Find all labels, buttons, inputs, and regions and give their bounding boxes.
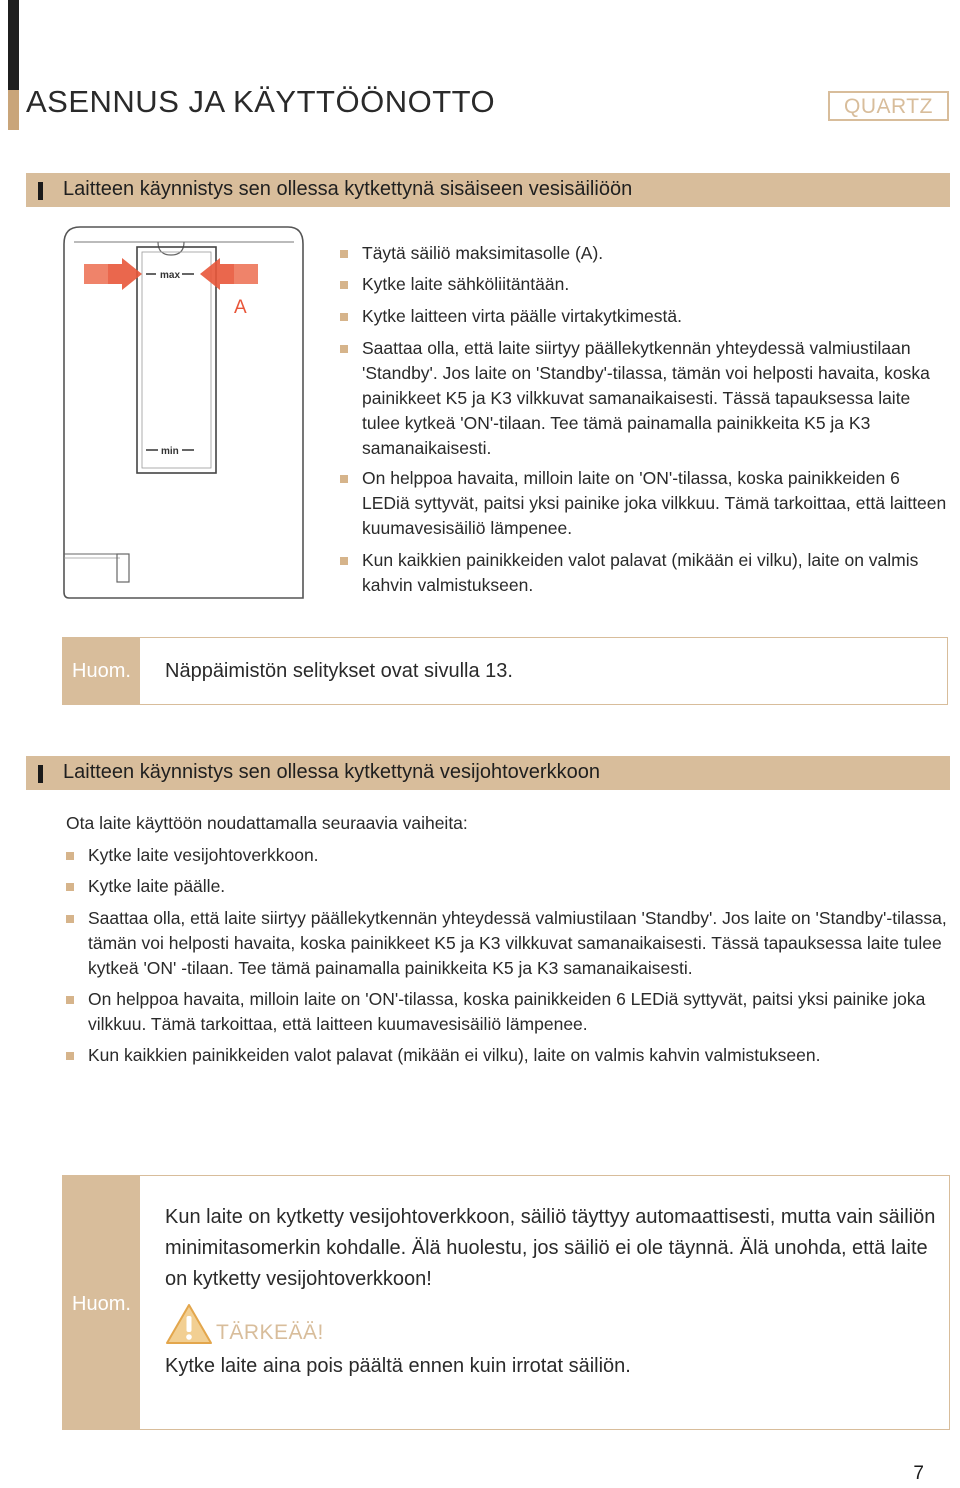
list-item: Kytke laite vesijohtoverkkoon. xyxy=(88,843,950,868)
marker-a-label: A xyxy=(234,297,247,318)
bullet-icon xyxy=(66,883,74,891)
list-item: Saattaa olla, että laite siirtyy päällekytkennän yhteydessä valmiustilaan 'Standby'. Jos laite on 'Standby'-tilassa, tämän voi helposti havaita, koska painikkeet K5 ja K3 vilkkuvat samanaikaisesti. Tässä tapauksessa laite tulee kytkeä 'ON' -tilaan. Tee tämä painamalla painikkeita K5 ja K3 samanaikaisesti. xyxy=(88,906,950,981)
list-item: Kun kaikkien painikkeiden valot palavat (mikään ei vilku), laite on valmis kahvin valmistukseen. xyxy=(362,548,952,598)
list-item: Kytke laitteen virta päälle virtakytkimestä. xyxy=(362,304,952,329)
arrow-left-icon xyxy=(84,258,142,290)
list-item: Kun kaikkien painikkeiden valot palavat (mikään ei vilku), laite on valmis kahvin valmistukseen. xyxy=(88,1043,950,1068)
list-item: On helppoa havaita, milloin laite on 'ON'-tilassa, koska painikkeiden 6 LEDiä syttyvät, paitsi yksi painike joka vilkkuu. Tämä tarkoittaa, että laitteen kuumavesisäiliö lämpenee. xyxy=(362,466,947,541)
bullet-icon xyxy=(340,313,348,321)
bullet-icon xyxy=(340,475,348,483)
heading-marker xyxy=(38,182,43,200)
bullet-icon xyxy=(340,281,348,289)
note-box xyxy=(62,637,948,705)
note-label: Huom. xyxy=(72,1293,131,1315)
section-heading-water-main xyxy=(26,756,950,790)
warning-icon xyxy=(165,1302,213,1346)
bullet-icon xyxy=(340,250,348,258)
warning-text: Kytke laite aina pois päältä ennen kuin irrotat säiliön. xyxy=(165,1355,631,1377)
note-label: Huom. xyxy=(72,660,131,682)
list-item: Täytä säiliö maksimitasolle (A). xyxy=(362,241,952,266)
bullet-icon xyxy=(340,345,348,353)
bullet-icon xyxy=(66,915,74,923)
max-label: max xyxy=(160,270,181,281)
bullet-icon xyxy=(66,1052,74,1060)
header-bar-dark xyxy=(8,0,19,90)
list-item: On helppoa havaita, milloin laite on 'ON'-tilassa, koska painikkeiden 6 LEDiä syttyvät, paitsi yksi painike joka vilkkuu. Tämä tarkoittaa, että laitteen kuumavesisäiliö lämpenee. xyxy=(88,987,950,1037)
note-text: Kun laite on kytketty vesijohtoverkkoon, säiliö täyttyy automaattisesti, mutta vain säiliön minimitasomerkin kohdalle. Älä huolestu, jos säiliö ei ole täynnä. Älä unohda, että laite on kytketty vesijohtoverkkoon! xyxy=(165,1206,936,1290)
bullet-icon xyxy=(340,557,348,565)
warning-title: TÄRKEÄÄ! xyxy=(216,1321,324,1344)
note-text: Näppäimistön selitykset ovat sivulla 13. xyxy=(165,660,513,682)
heading-marker xyxy=(38,765,43,783)
bullet-icon xyxy=(66,996,74,1004)
list-item: Kytke laite sähköliitäntään. xyxy=(362,272,952,297)
list-item: Saattaa olla, että laite siirtyy päällekytkennän yhteydessä valmiustilaan 'Standby'. Jos laite on 'Standby'-tilassa, tämän voi helposti havaita, koska painikkeet K5 ja K3 vilkkuvat samanaikaisesti. Tässä tapauksessa laite tulee kytkeä 'ON'-tilaan. Tee tämä painamalla painikkeita K5 ja K3 samanaikaisesti. xyxy=(362,336,947,461)
section-heading-text: Laitteen käynnistys sen ollessa kytkettynä vesijohtoverkkoon xyxy=(63,761,600,783)
water-tank-illustration xyxy=(62,224,305,601)
section-intro: Ota laite käyttöön noudattamalla seuraavia vaiheita: xyxy=(66,813,468,833)
page-number: 7 xyxy=(913,1463,924,1484)
list-item: Kytke laite päälle. xyxy=(88,874,950,899)
header-bar-accent xyxy=(8,90,19,130)
section-heading-text: Laitteen käynnistys sen ollessa kytkettynä sisäiseen vesisäiliöön xyxy=(63,178,633,200)
brand-label: QUARTZ xyxy=(828,91,949,121)
note-box-important xyxy=(62,1175,950,1430)
arrow-right-icon xyxy=(200,258,258,290)
page-title: ASENNUS JA KÄYTTÖÖNOTTO xyxy=(26,84,496,119)
section-heading-internal-tank xyxy=(26,173,950,207)
min-label: min xyxy=(161,446,179,457)
bullet-icon xyxy=(66,852,74,860)
